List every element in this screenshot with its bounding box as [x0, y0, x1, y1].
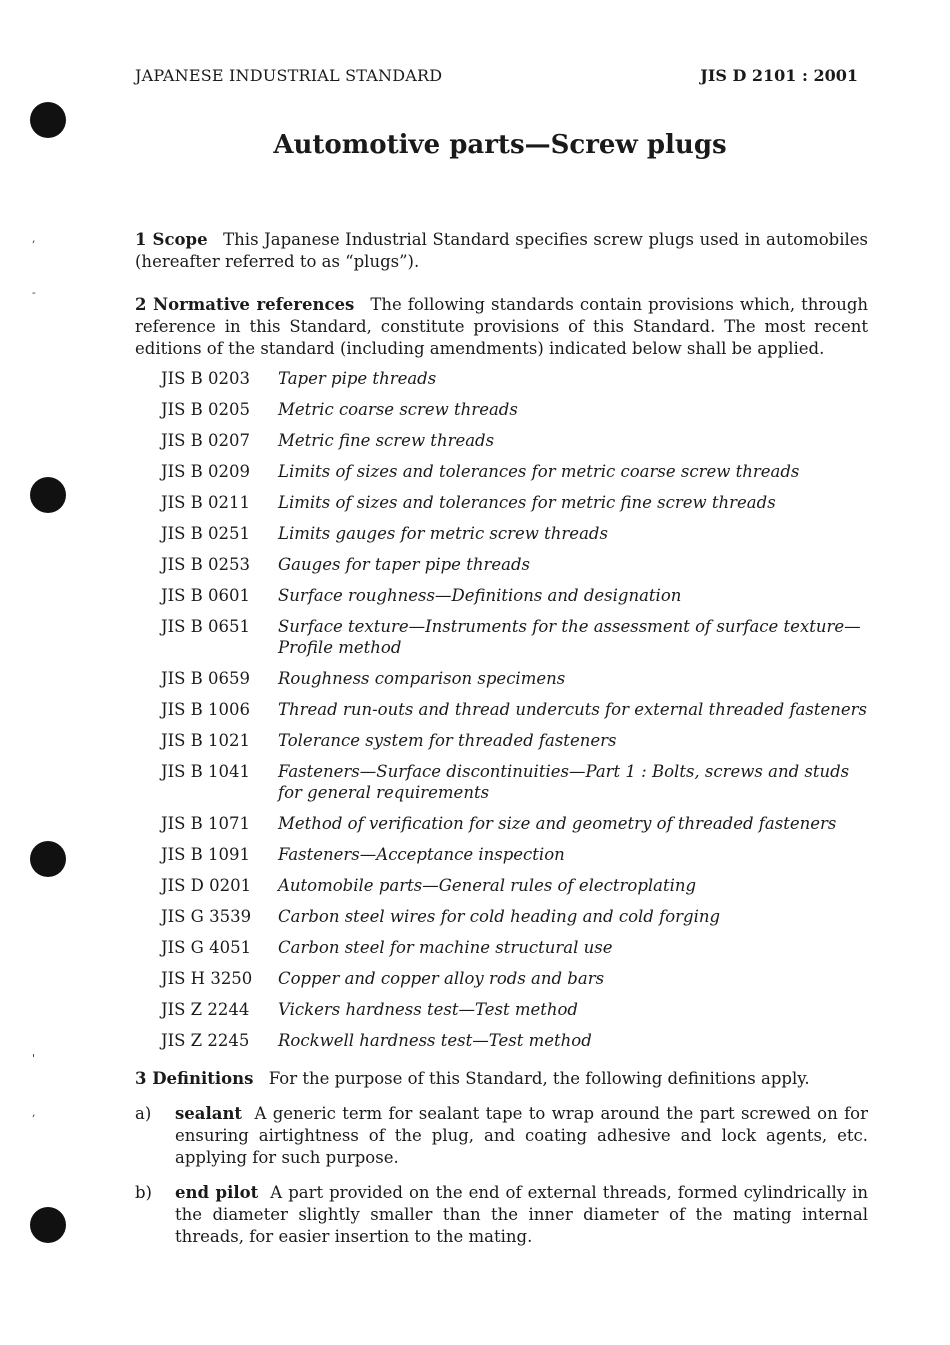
definition-mark: b) [135, 1183, 152, 1202]
reference-title: Method of verification for size and geometry of threaded fasteners [278, 814, 837, 833]
normative-references-text: The following standards contain provisions which, through reference in this Standard, constitute provisions of this Standard. The most recent editions of the standard (including amendments) indicated below shall be applied. [135, 295, 869, 358]
reference-code: JIS B 0651 [161, 617, 251, 636]
reference-item [161, 399, 868, 430]
reference-code: JIS H 3250 [161, 969, 253, 988]
reference-code: JIS D 0201 [161, 876, 252, 895]
scan-speck: - [32, 286, 36, 299]
reference-item [161, 699, 868, 730]
reference-item [161, 999, 868, 1030]
reference-code: JIS B 0601 [161, 586, 251, 605]
reference-title: Fasteners—Surface discontinuities—Part 1 : Bolts, screws and studs for general requirements [278, 762, 850, 802]
reference-code: JIS G 3539 [161, 907, 252, 926]
definition-term: sealant [175, 1104, 243, 1123]
reference-item [161, 1030, 868, 1061]
reference-code: JIS B 1006 [161, 700, 251, 719]
reference-title: Metric fine screw threads [278, 431, 495, 450]
reference-item [161, 906, 868, 937]
reference-item [161, 668, 868, 699]
scope-heading: 1 Scope [135, 230, 208, 249]
definitions-clause [135, 1068, 868, 1090]
reference-item [161, 844, 868, 875]
reference-list [161, 368, 868, 1061]
definition-item [135, 1103, 868, 1169]
scan-speck: , [32, 1106, 36, 1119]
reference-code: JIS B 0209 [161, 462, 251, 481]
reference-title: Copper and copper alloy rods and bars [278, 969, 605, 988]
punch-hole [30, 477, 66, 513]
punch-hole [30, 1207, 66, 1243]
definitions-heading: 3 Definitions [135, 1069, 254, 1088]
reference-title: Rockwell hardness test—Test method [278, 1031, 592, 1050]
reference-title: Limits of sizes and tolerances for metric fine screw threads [278, 493, 776, 512]
definitions-text: For the purpose of this Standard, the following definitions apply. [268, 1069, 810, 1088]
normative-references-heading: 2 Normative references [135, 295, 355, 314]
reference-code: JIS B 0203 [161, 369, 251, 388]
reference-title: Vickers hardness test—Test method [278, 1000, 578, 1019]
reference-title: Limits of sizes and tolerances for metric coarse screw threads [278, 462, 800, 481]
reference-title: Roughness comparison specimens [278, 669, 566, 688]
definition-text: A part provided on the end of external threads, formed cylindrically in the diameter slightly smaller than the inner diameter of the mating internal threads, for easier insertion to the mating. [175, 1183, 868, 1246]
scan-speck: , [32, 232, 36, 245]
reference-code: JIS G 4051 [161, 938, 252, 957]
reference-title: Automobile parts—General rules of electroplating [278, 876, 697, 895]
scope-text: This Japanese Industrial Standard specifies screw plugs used in automobiles (hereafter referred to as “plugs”). [135, 230, 869, 271]
reference-code: JIS B 0659 [161, 669, 251, 688]
reference-code: JIS B 1091 [161, 845, 251, 864]
reference-title: Tolerance system for threaded fasteners [278, 731, 617, 750]
reference-item [161, 616, 868, 668]
header-standard-name: JAPANESE INDUSTRIAL STANDARD [135, 66, 443, 85]
reference-title: Carbon steel wires for cold heading and cold forging [278, 907, 721, 926]
reference-code: JIS B 0251 [161, 524, 251, 543]
reference-title: Surface texture—Instruments for the assessment of surface texture— Profile method [278, 617, 861, 657]
reference-code: JIS B 0211 [161, 493, 251, 512]
reference-item [161, 368, 868, 399]
punch-hole [30, 841, 66, 877]
reference-code: JIS B 1041 [161, 762, 251, 781]
normative-references-clause [135, 294, 868, 360]
reference-title: Fasteners—Acceptance inspection [278, 845, 565, 864]
reference-code: JIS B 0207 [161, 431, 251, 450]
reference-item [161, 492, 868, 523]
reference-title: Metric coarse screw threads [278, 400, 518, 419]
reference-code: JIS B 1021 [161, 731, 251, 750]
reference-item [161, 730, 868, 761]
reference-title: Limits gauges for metric screw threads [278, 524, 608, 543]
reference-item [161, 430, 868, 461]
reference-item [161, 523, 868, 554]
reference-title: Carbon steel for machine structural use [278, 938, 613, 957]
reference-code: JIS B 0253 [161, 555, 251, 574]
reference-item [161, 554, 868, 585]
scan-speck: ' [32, 1052, 36, 1065]
header-standard-number: JIS D 2101 : 2001 [700, 66, 858, 85]
reference-code: JIS B 1071 [161, 814, 251, 833]
reference-code: JIS Z 2244 [161, 1000, 250, 1019]
definition-mark: a) [135, 1104, 152, 1123]
definition-text: A generic term for sealant tape to wrap around the part screwed on for ensuring airtightness of the plug, and coating adhesive and lock agents, etc. applying for such purpose. [175, 1104, 868, 1167]
reference-item [161, 937, 868, 968]
reference-title: Surface roughness—Definitions and designation [278, 586, 682, 605]
reference-item [161, 461, 868, 492]
definition-item [135, 1182, 868, 1248]
definition-body [175, 1103, 868, 1169]
reference-title: Taper pipe threads [278, 369, 437, 388]
reference-item [161, 875, 868, 906]
definition-body [175, 1182, 868, 1248]
page-title: Automotive parts—Screw plugs [273, 130, 727, 160]
reference-code: JIS Z 2245 [161, 1031, 250, 1050]
reference-item [161, 761, 868, 813]
reference-title: Thread run-outs and thread undercuts for external threaded fasteners [278, 700, 867, 719]
scope-clause [135, 229, 868, 273]
definition-term: end pilot [175, 1183, 259, 1202]
reference-item [161, 585, 868, 616]
reference-code: JIS B 0205 [161, 400, 251, 419]
reference-item [161, 813, 868, 844]
reference-title: Gauges for taper pipe threads [278, 555, 530, 574]
reference-item [161, 968, 868, 999]
